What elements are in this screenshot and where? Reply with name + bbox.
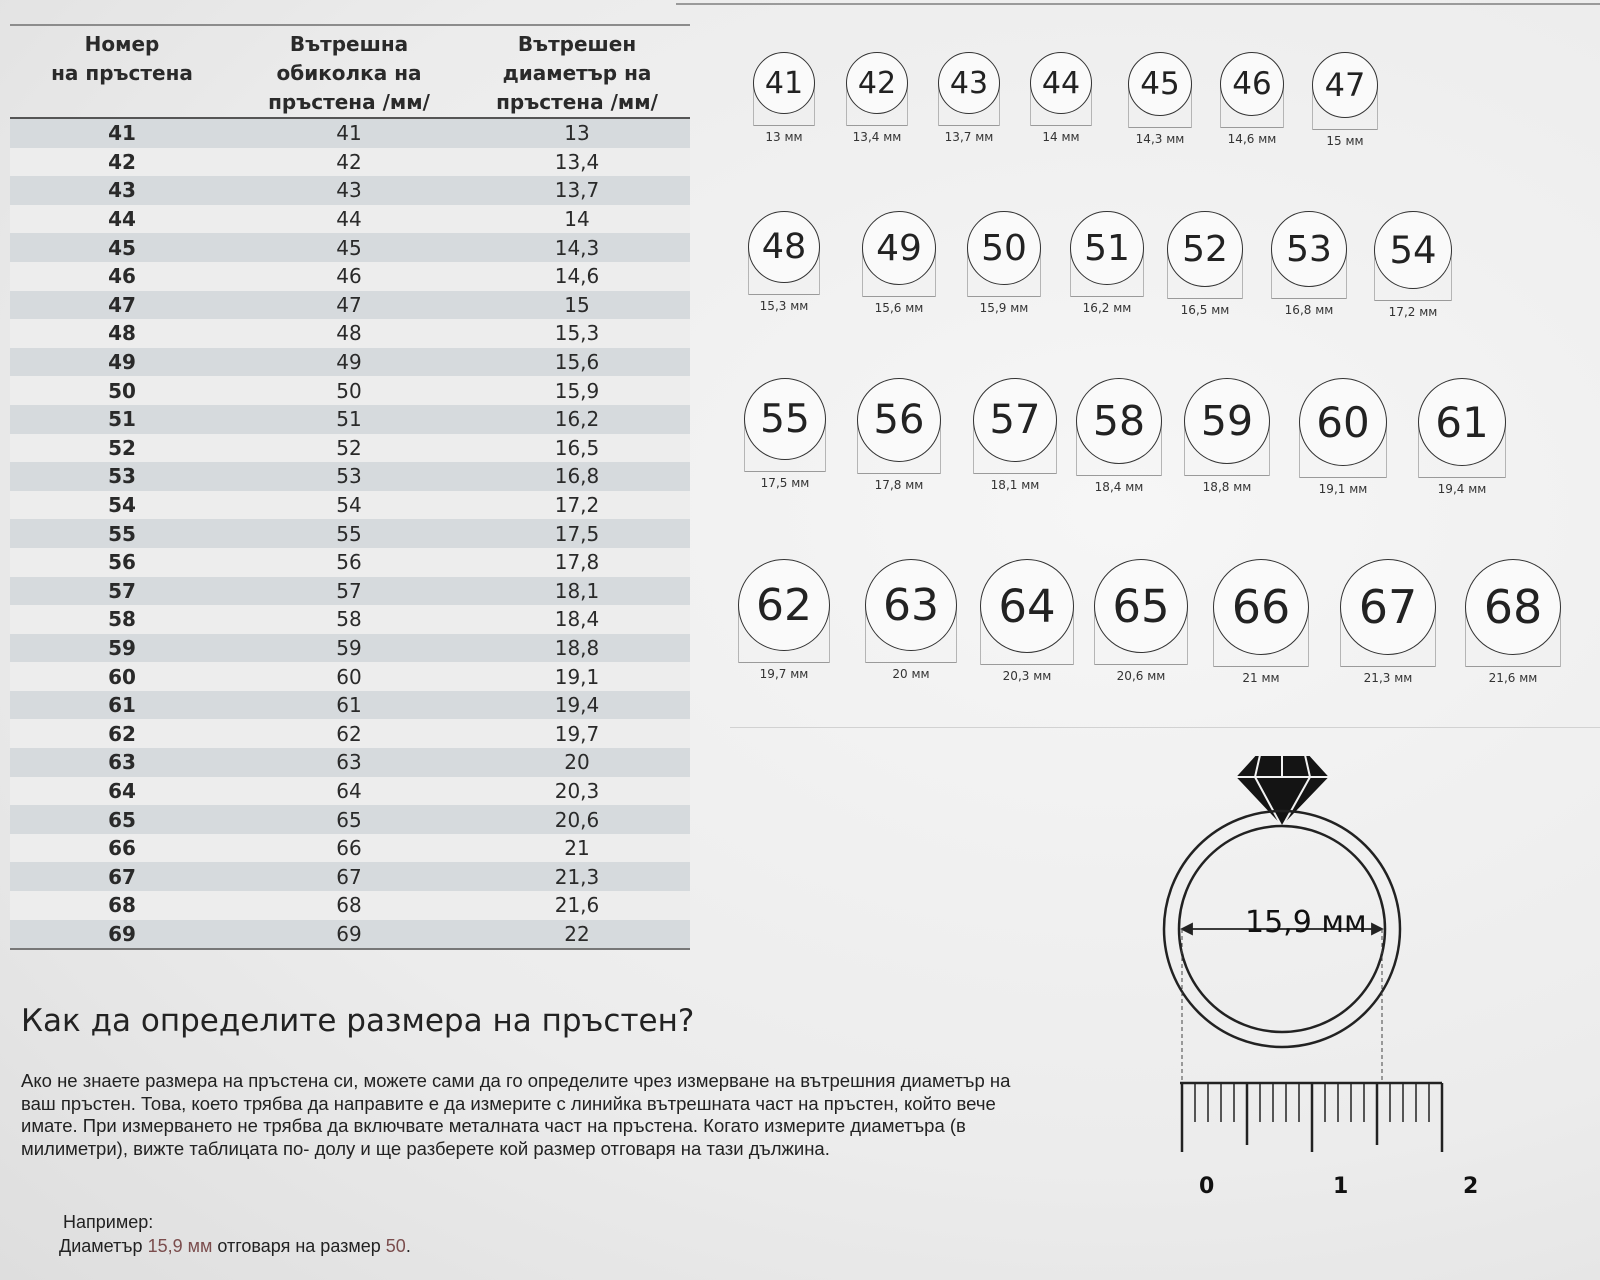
ring-number-cell: 56	[10, 548, 234, 577]
table-body	[10, 118, 690, 949]
circumference-cell: 67	[234, 862, 464, 891]
circumference-cell: 62	[234, 719, 464, 748]
ring-number-cell: 54	[10, 491, 234, 520]
ring-size-number: 42	[846, 52, 908, 114]
diameter-cell: 14	[464, 205, 690, 234]
ruler-tick-0: 0	[1199, 1174, 1215, 1199]
diameter-cell: 13,7	[464, 176, 690, 205]
ring-diameter-label: 13 мм	[765, 130, 803, 144]
circumference-cell: 56	[234, 548, 464, 577]
ring-size-item	[1220, 52, 1284, 152]
diameter-cell: 15,3	[464, 319, 690, 348]
circumference-cell: 57	[234, 577, 464, 606]
circumference-cell: 51	[234, 405, 464, 434]
ring-size-item	[1418, 378, 1506, 502]
ring-diameter-label: 20 мм	[892, 667, 930, 681]
ring-size-number: 64	[980, 559, 1074, 653]
header-inner-diameter: Вътрешен диаметър на пръстена /мм/	[464, 25, 690, 118]
table-row	[10, 834, 690, 863]
ring-size-number: 49	[862, 211, 936, 285]
circumference-cell: 61	[234, 691, 464, 720]
table-row	[10, 348, 690, 377]
table-row	[10, 862, 690, 891]
ruler-tick-2: 2	[1463, 1174, 1479, 1199]
ring-diameter-label: 17,8 мм	[874, 478, 924, 492]
ruler-tick-1: 1	[1333, 1174, 1349, 1199]
table-row	[10, 891, 690, 920]
ring-diameter-label: 21 мм	[1242, 671, 1280, 685]
ring-size-item	[1167, 211, 1243, 323]
ring-size-number: 58	[1076, 378, 1162, 464]
ring-size-number: 62	[738, 559, 830, 651]
circumference-cell: 41	[234, 118, 464, 148]
ring-size-item	[938, 52, 1000, 150]
ring-size-item	[1312, 52, 1378, 154]
example-diameter: 15,9 мм	[147, 1236, 213, 1256]
diameter-cell: 14,3	[464, 233, 690, 262]
ring-size-number: 53	[1271, 211, 1347, 287]
diameter-cell: 19,1	[464, 662, 690, 691]
header-ring-number: Номер на пръстена	[10, 25, 234, 118]
ring-number-cell: 61	[10, 691, 234, 720]
ring-diameter-label: 21,6 мм	[1488, 671, 1538, 685]
ring-number-cell: 63	[10, 748, 234, 777]
ring-size-item	[980, 559, 1074, 689]
ring-size-number: 57	[973, 378, 1057, 462]
table-row	[10, 462, 690, 491]
ring-size-item	[1128, 52, 1192, 152]
table-row	[10, 376, 690, 405]
table-row	[10, 262, 690, 291]
ring-size-item	[738, 559, 830, 687]
circumference-cell: 52	[234, 434, 464, 463]
table-row	[10, 291, 690, 320]
circumference-cell: 46	[234, 262, 464, 291]
ring-size-item	[1465, 559, 1561, 691]
ring-number-cell: 55	[10, 519, 234, 548]
ring-number-cell: 52	[10, 434, 234, 463]
ring-number-cell: 43	[10, 176, 234, 205]
diameter-cell: 21,6	[464, 891, 690, 920]
table-row	[10, 719, 690, 748]
ring-number-cell: 44	[10, 205, 234, 234]
ring-size-item	[1070, 211, 1144, 321]
table-row	[10, 634, 690, 663]
ring-number-cell: 45	[10, 233, 234, 262]
circumference-cell: 43	[234, 176, 464, 205]
ring-size-item	[1076, 378, 1162, 500]
table-row	[10, 577, 690, 606]
ring-number-cell: 60	[10, 662, 234, 691]
diameter-cell: 13,4	[464, 148, 690, 177]
example-size: 50	[385, 1236, 406, 1256]
ring-size-number: 41	[753, 52, 815, 114]
ring-diameter-label: 16,2 мм	[1082, 301, 1132, 315]
ring-diameter-label: 13,7 мм	[944, 130, 994, 144]
ring-size-item	[1340, 559, 1436, 691]
ring-number-cell: 67	[10, 862, 234, 891]
section-divider	[730, 727, 1600, 728]
diameter-cell: 18,4	[464, 605, 690, 634]
ring-number-cell: 58	[10, 605, 234, 634]
ring-number-cell: 68	[10, 891, 234, 920]
diameter-cell: 21,3	[464, 862, 690, 891]
diameter-cell: 17,8	[464, 548, 690, 577]
ring-size-item	[967, 211, 1041, 321]
circumference-cell: 47	[234, 291, 464, 320]
circumference-cell: 69	[234, 920, 464, 950]
circumference-cell: 60	[234, 662, 464, 691]
diameter-cell: 18,8	[464, 634, 690, 663]
ring-number-cell: 59	[10, 634, 234, 663]
circumference-cell: 49	[234, 348, 464, 377]
ring-number-cell: 51	[10, 405, 234, 434]
header-inner-circumference: Вътрешна обиколка на пръстена /мм/	[234, 25, 464, 118]
ring-size-item	[748, 211, 820, 319]
ring-size-number: 45	[1128, 52, 1192, 116]
table-row	[10, 748, 690, 777]
ring-size-number: 67	[1340, 559, 1436, 655]
ring-diameter-label: 19,1 мм	[1318, 482, 1368, 496]
table-row	[10, 434, 690, 463]
diameter-cell: 20	[464, 748, 690, 777]
diameter-cell: 20,3	[464, 777, 690, 806]
diameter-label: 15,9 мм	[1245, 905, 1367, 940]
ring-size-number: 46	[1220, 52, 1284, 116]
diameter-cell: 15	[464, 291, 690, 320]
ring-size-item	[857, 378, 941, 498]
ring-size-item	[1374, 211, 1452, 325]
diameter-cell: 15,9	[464, 376, 690, 405]
ring-diameter-label: 15,3 мм	[759, 299, 809, 313]
ring-diameter-label: 15 мм	[1326, 134, 1364, 148]
table-row	[10, 605, 690, 634]
ring-diameter-label: 17,2 мм	[1388, 305, 1438, 319]
table-row	[10, 548, 690, 577]
guide-title: Как да определите размера на пръстен?	[21, 1003, 695, 1039]
ring-diameter-label: 16,5 мм	[1180, 303, 1230, 317]
ring-size-number: 47	[1312, 52, 1378, 118]
example-middle: отговаря на размер	[217, 1236, 381, 1256]
circumference-cell: 50	[234, 376, 464, 405]
ring-diameter-label: 13,4 мм	[852, 130, 902, 144]
ring-size-number: 65	[1094, 559, 1188, 653]
circumference-cell: 45	[234, 233, 464, 262]
ring-diameter-label: 18,8 мм	[1202, 480, 1252, 494]
ring-size-item	[1299, 378, 1387, 502]
circumference-cell: 59	[234, 634, 464, 663]
table-row	[10, 519, 690, 548]
example-label: Например:	[63, 1212, 154, 1232]
ring-size-item	[1184, 378, 1270, 500]
ring-size-number: 68	[1465, 559, 1561, 655]
ring-size-item	[1094, 559, 1188, 689]
circumference-cell: 63	[234, 748, 464, 777]
circumference-cell: 58	[234, 605, 464, 634]
table-row	[10, 662, 690, 691]
diameter-cell: 20,6	[464, 805, 690, 834]
ring-number-cell: 50	[10, 376, 234, 405]
table-row	[10, 491, 690, 520]
ring-size-item	[973, 378, 1057, 498]
diameter-cell: 17,5	[464, 519, 690, 548]
ring-diameter-label: 15,6 мм	[874, 301, 924, 315]
diameter-cell: 16,8	[464, 462, 690, 491]
ring-size-item	[846, 52, 908, 150]
ring-size-number: 50	[967, 211, 1041, 285]
ring-number-cell: 49	[10, 348, 234, 377]
circumference-cell: 55	[234, 519, 464, 548]
ring-diameter-label: 21,3 мм	[1363, 671, 1413, 685]
example-end: .	[405, 1236, 411, 1256]
ring-size-number: 54	[1374, 211, 1452, 289]
ring-size-item	[1213, 559, 1309, 691]
table-row	[10, 405, 690, 434]
ring-diameter-label: 18,1 мм	[990, 478, 1040, 492]
circumference-cell: 66	[234, 834, 464, 863]
example-line	[59, 1236, 411, 1257]
diameter-cell: 22	[464, 920, 690, 950]
diameter-cell: 21	[464, 834, 690, 863]
ring-size-item	[862, 211, 936, 321]
guide-body: Ако не знаете размера на пръстена си, можете сами да го определите чрез измерване на вътрешния диаметър на ваш пръстен. Това, което трябва да направите е да измерите с линийка вътрешната част на пръстен, който вече имате. При измерването не трябва да включвате металната част на пръстена. Когато измерите диаметъра (в милиметри), вижте таблицата по- долу и ще разберете кой размер отговаря на тази дължина.	[21, 1070, 1011, 1159]
table-row	[10, 920, 690, 950]
table-row	[10, 118, 690, 148]
ring-number-cell: 62	[10, 719, 234, 748]
ring-number-cell: 47	[10, 291, 234, 320]
table-row	[10, 777, 690, 806]
ring-size-number: 59	[1184, 378, 1270, 464]
diameter-cell: 15,6	[464, 348, 690, 377]
ring-size-number: 56	[857, 378, 941, 462]
ring-diameter-label: 15,9 мм	[979, 301, 1029, 315]
ring-size-number: 63	[865, 559, 957, 651]
ring-size-number: 43	[938, 52, 1000, 114]
ring-diameter-label: 20,3 мм	[1002, 669, 1052, 683]
ring-size-item	[753, 52, 815, 150]
ring-size-number: 48	[748, 211, 820, 283]
table-header-row	[10, 25, 690, 118]
table-row	[10, 233, 690, 262]
ring-size-item	[865, 559, 957, 687]
ring-diameter-label: 14,3 мм	[1135, 132, 1185, 146]
ring-size-number: 51	[1070, 211, 1144, 285]
ring-diameter-label: 14,6 мм	[1227, 132, 1277, 146]
circumference-cell: 48	[234, 319, 464, 348]
ring-diameter-label: 14 мм	[1042, 130, 1080, 144]
diameter-cell: 18,1	[464, 577, 690, 606]
table-row	[10, 691, 690, 720]
ring-size-number: 44	[1030, 52, 1092, 114]
diameter-cell: 13	[464, 118, 690, 148]
ring-diameter-label: 19,4 мм	[1437, 482, 1487, 496]
circumference-cell: 53	[234, 462, 464, 491]
ring-number-cell: 42	[10, 148, 234, 177]
example-prefix: Диаметър	[59, 1236, 143, 1256]
ring-diameter-label: 20,6 мм	[1116, 669, 1166, 683]
ring-size-item	[744, 378, 826, 496]
diameter-cell: 19,4	[464, 691, 690, 720]
ring-number-cell: 41	[10, 118, 234, 148]
ring-size-number: 66	[1213, 559, 1309, 655]
diameter-cell: 17,2	[464, 491, 690, 520]
circumference-cell: 64	[234, 777, 464, 806]
ring-diameter-label: 19,7 мм	[759, 667, 809, 681]
ring-number-cell: 53	[10, 462, 234, 491]
ring-size-number: 60	[1299, 378, 1387, 466]
table-row	[10, 176, 690, 205]
ring-number-cell: 64	[10, 777, 234, 806]
ring-diameter-label: 17,5 мм	[760, 476, 810, 490]
top-divider	[676, 3, 1600, 5]
diameter-cell: 19,7	[464, 719, 690, 748]
table-row	[10, 148, 690, 177]
diameter-cell: 16,5	[464, 434, 690, 463]
ring-size-item	[1271, 211, 1347, 323]
diameter-cell: 16,2	[464, 405, 690, 434]
ring-number-cell: 66	[10, 834, 234, 863]
ring-size-number: 55	[744, 378, 826, 460]
circumference-cell: 65	[234, 805, 464, 834]
table-row	[10, 319, 690, 348]
circumference-cell: 54	[234, 491, 464, 520]
ring-number-cell: 65	[10, 805, 234, 834]
table-row	[10, 205, 690, 234]
ring-diameter-label: 18,4 мм	[1094, 480, 1144, 494]
circumference-cell: 44	[234, 205, 464, 234]
ring-size-table	[10, 24, 690, 950]
ring-size-number: 61	[1418, 378, 1506, 466]
ring-number-cell: 46	[10, 262, 234, 291]
ring-size-number: 52	[1167, 211, 1243, 287]
ring-number-cell: 48	[10, 319, 234, 348]
ring-diameter-label: 16,8 мм	[1284, 303, 1334, 317]
circumference-cell: 68	[234, 891, 464, 920]
circumference-cell: 42	[234, 148, 464, 177]
diameter-cell: 14,6	[464, 262, 690, 291]
ring-measure-diagram	[1160, 755, 1480, 1195]
table-row	[10, 805, 690, 834]
ring-number-cell: 57	[10, 577, 234, 606]
ring-size-item	[1030, 52, 1092, 150]
ring-number-cell: 69	[10, 920, 234, 950]
